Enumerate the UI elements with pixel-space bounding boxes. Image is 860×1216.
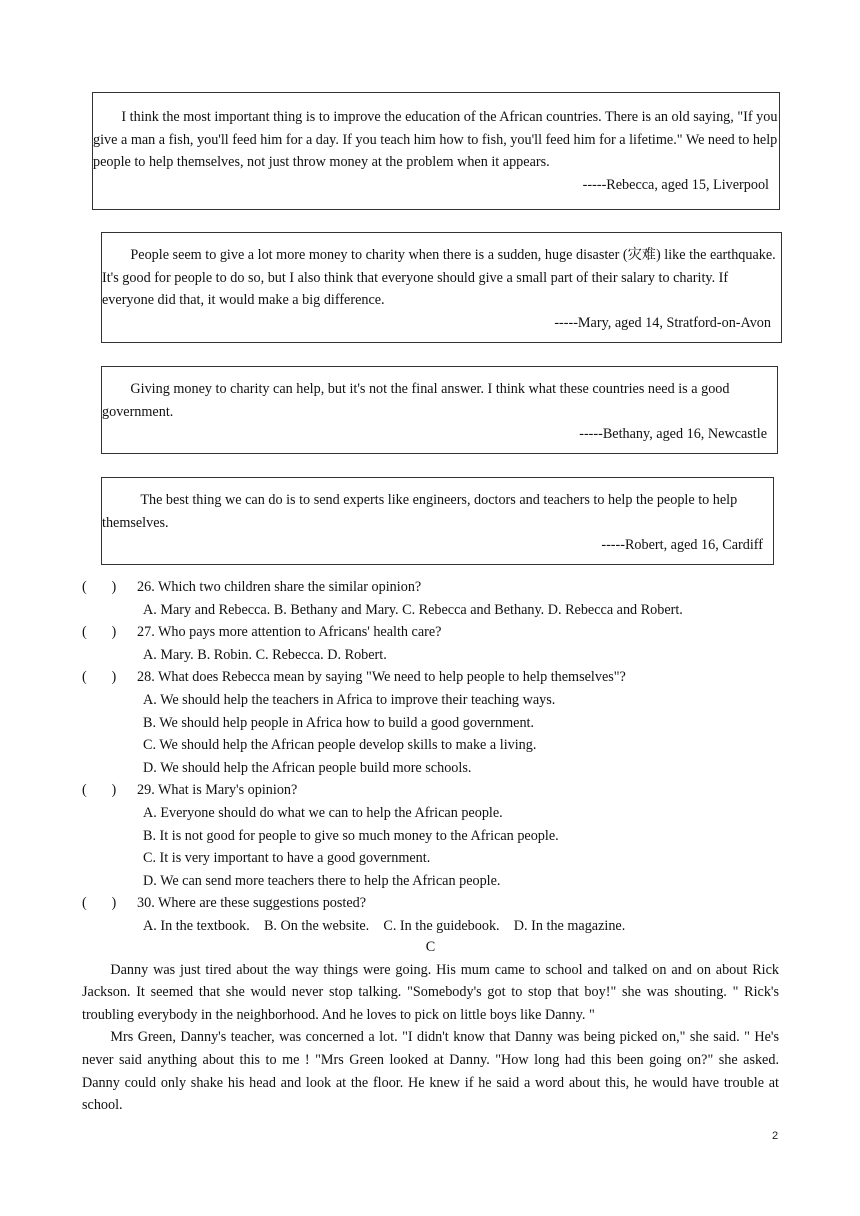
question-stem: 29. What is Mary's opinion? xyxy=(137,782,298,799)
opinion-signature: -----Robert, aged 16, Cardiff xyxy=(601,537,763,554)
question-27 xyxy=(82,621,782,666)
opinion-box-robert xyxy=(101,477,774,565)
opinion-text: The best thing we can do is to send experts like engineers, doctors and teachers to help the people to help themselves. xyxy=(102,492,738,531)
reading-passage-c xyxy=(82,936,779,1117)
opinion-box-rebecca xyxy=(92,92,780,210)
passage-paragraph: Danny was just tired about the way things were going. His mum came to school and talked on and on about Rick Jackson. It seemed that she would never stop talking. "Somebody's got to stop that boy!" she was shouting. " Rick's troubling everybody in the neighborhood. And he loves to pick on little boys like Danny. " xyxy=(82,961,779,1023)
opinion-box-mary xyxy=(101,232,782,343)
opinion-signature: -----Bethany, aged 16, Newcastle xyxy=(579,426,767,443)
opinion-signature: -----Mary, aged 14, Stratford-on-Avon xyxy=(554,314,771,331)
opinion-text: I think the most important thing is to improve the education of the African countries. There is an old saying, "If you give a man a fish, you'll feed him for a day. If you teach him how to fish, you'll feed him for a lifetime." We need to help people to help themselves, not just throw money at the problem when it appears. xyxy=(93,109,778,171)
question-option: B. We should help people in Africa how to build a good government. xyxy=(143,714,535,731)
opinion-text: Giving money to charity can help, but it's not the final answer. I think what these countries need is a good government. xyxy=(102,381,730,420)
question-option: A. We should help the teachers in Africa to improve their teaching ways. xyxy=(143,691,556,708)
passage-heading: C xyxy=(425,939,436,955)
passage-paragraph: Mrs Green, Danny's teacher, was concerned a lot. "I didn't know that Danny was being picked on," she said. " He's never said anything about this to me ! "Mrs Green looked at Danny. "How long had this been going on?" she asked. Danny could only shake his head and look at the floor. He knew if he said a word about this, he would have trouble at school. xyxy=(82,1029,779,1114)
question-26 xyxy=(82,576,782,621)
answer-blank[interactable]: ( ) xyxy=(82,624,117,641)
question-28 xyxy=(82,666,782,779)
answer-blank[interactable]: ( ) xyxy=(82,669,117,686)
question-29 xyxy=(82,779,782,892)
answer-blank[interactable]: ( ) xyxy=(82,895,117,912)
answer-blank[interactable]: ( ) xyxy=(82,579,117,595)
opinion-box-bethany xyxy=(101,366,778,454)
question-option: A. In the textbook. B. On the website. C. In the guidebook. D. In the magazine. xyxy=(143,917,626,934)
page-number: 2 xyxy=(772,1130,779,1142)
question-stem: 27. Who pays more attention to Africans' health care? xyxy=(137,624,442,641)
answer-blank[interactable]: ( ) xyxy=(82,782,117,799)
opinion-signature: -----Rebecca, aged 15, Liverpool xyxy=(582,176,769,193)
question-30 xyxy=(82,892,782,937)
question-option: A. Everyone should do what we can to help the African people. xyxy=(143,804,503,821)
question-stem: 26. Which two children share the similar opinion? xyxy=(137,579,422,595)
question-option: C. It is very important to have a good government. xyxy=(143,850,431,867)
question-option: A. Mary and Rebecca. B. Bethany and Mary. C. Rebecca and Bethany. D. Rebecca and Robert. xyxy=(143,601,683,618)
question-option: D. We should help the African people build more schools. xyxy=(143,759,472,776)
question-list xyxy=(82,576,782,938)
question-option: C. We should help the African people develop skills to make a living. xyxy=(143,737,537,754)
question-option: B. It is not good for people to give so much money to the African people. xyxy=(143,827,559,844)
question-stem: 28. What does Rebecca mean by saying "We need to help people to help themselves"? xyxy=(137,669,626,686)
opinion-text: People seem to give a lot more money to charity when there is a sudden, huge disaster (灾难) like the earthquake. It's good for people to do so, but I also think that everyone should give a small part of their salary to charity. If everyone did that, it would make a big difference. xyxy=(102,247,776,309)
question-option: D. We can send more teachers there to help the African people. xyxy=(143,872,501,889)
question-option: A. Mary. B. Robin. C. Rebecca. D. Robert. xyxy=(143,646,387,663)
question-stem: 30. Where are these suggestions posted? xyxy=(137,895,367,912)
